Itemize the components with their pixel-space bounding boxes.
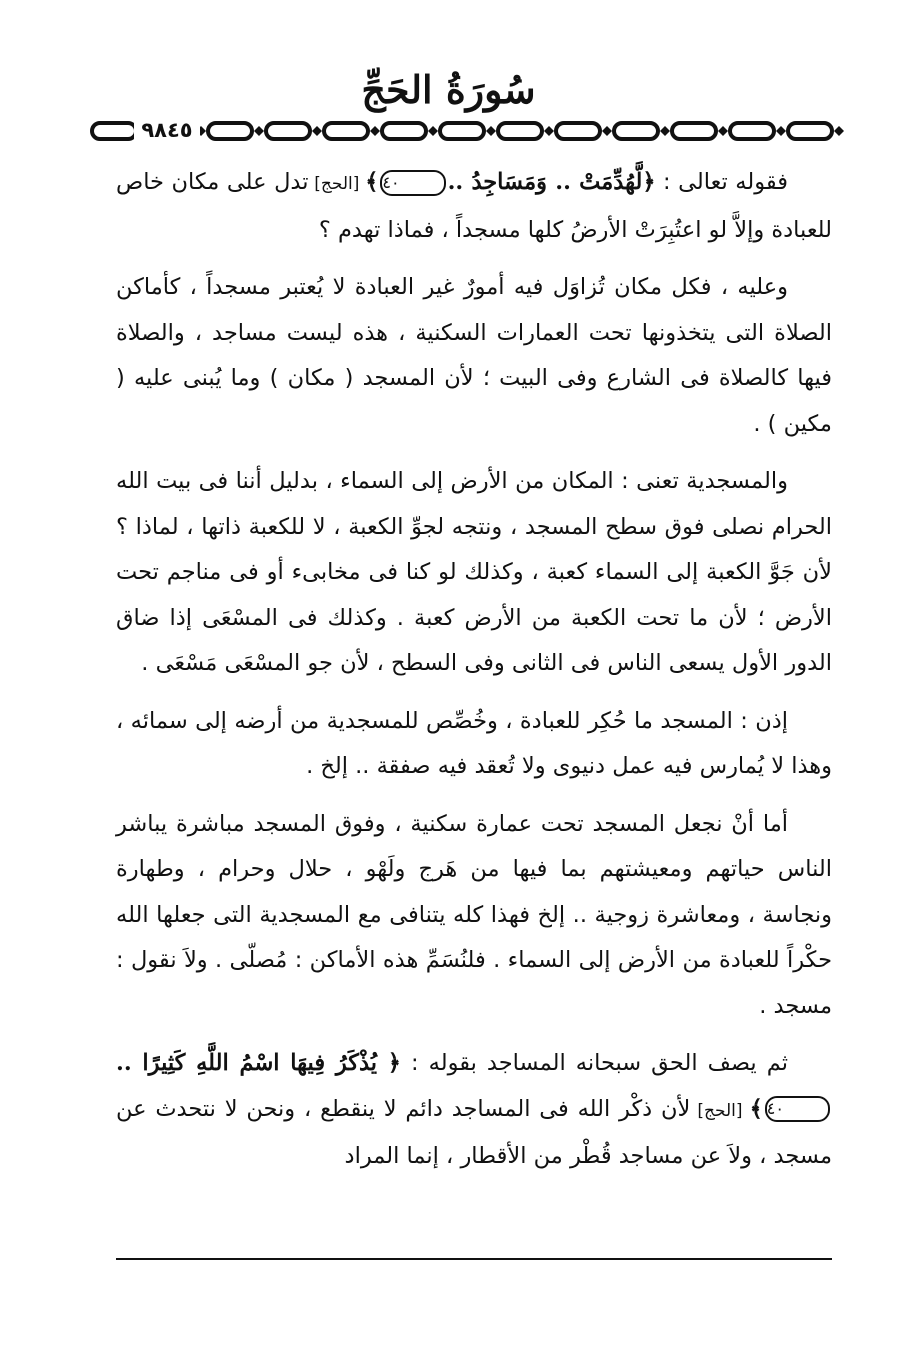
chain-bead — [718, 126, 728, 136]
chain-link — [324, 123, 368, 139]
chain-bead — [660, 126, 670, 136]
paragraph — [116, 459, 832, 687]
chain-bead — [254, 126, 264, 136]
verse-bracket: ﴿ — [387, 1050, 401, 1076]
verse-bracket: ﴾ — [365, 169, 379, 195]
chain-bead — [776, 126, 786, 136]
chain-link — [730, 123, 774, 139]
quran-verse: لَّهُدِّمَتْ .. وَمَسَاجِدُ .. — [447, 169, 643, 195]
paragraph — [116, 265, 832, 447]
surah-title: سُورَةُ الحَجِّ — [361, 67, 536, 112]
chain-bead — [428, 126, 438, 136]
chain-link — [208, 123, 252, 139]
chain-link — [672, 123, 716, 139]
verse-bracket: ﴾ — [749, 1095, 763, 1122]
chain-link — [266, 123, 310, 139]
chain-bead — [544, 126, 554, 136]
chain-bead — [312, 126, 322, 136]
paragraph-text: تدل على مكان خاص للعبادة وإلاَّ لو اعتُبِرَتْ الأرضُ كلها مسجداً ، فماذا تهدم ؟ — [116, 169, 832, 243]
paragraph-text: لأن ذكْر الله فى المساجد دائم لا ينقطع ، ونحن لا نتحدث عن مسجد ، ولاَ عن مساجد قُطْر من الأقطار ، إنما المراد — [116, 1095, 832, 1169]
ayah-number-badge: ٤٠ — [380, 170, 445, 196]
paragraph — [116, 699, 832, 790]
chain-link — [556, 123, 600, 139]
verse-bracket: ﴿ — [642, 169, 656, 195]
paragraph — [116, 802, 832, 1030]
paragraph — [116, 160, 832, 253]
ayah-number-badge: ٤٠ — [765, 1096, 830, 1122]
chain-link — [92, 123, 136, 139]
paragraph-text: ثم يصف الحق سبحانه المساجد بقوله : — [400, 1050, 788, 1076]
paragraph-text: فقوله تعالى : — [655, 169, 788, 195]
paragraph — [116, 1041, 832, 1180]
chain-bead — [834, 126, 844, 136]
paragraph-text: أما أنْ نجعل المسجد تحت عمارة سكنية ، وفوق المسجد مباشرة يباشر الناس حياتهم ومعيشتهم بما فيها من هَرج ولَهْو ، حلال وحرام ، وطهارة ونجاسة ، ومعاشرة زوجية .. إلخ فهذا كله يتنافى مع المسجدية التى جعلها الله حكْراً للعبادة من الأرض إلى السماء . فلنُسَمِّ هذه الأماكن : مُصلّى . ولاَ نقول : مسجد . — [116, 810, 832, 1019]
paragraph-text: إذن : المسجد ما حُكِر للعبادة ، وخُصِّص للمسجدية من أرضه إلى سمائه ، وهذا لا يُمارس فيه عمل دنيوى ولا تُعقد فيه صفقة .. إلخ . — [116, 707, 832, 779]
chain-link — [788, 123, 832, 139]
surah-reference: [الحج] — [690, 1100, 750, 1121]
chain-ornament — [88, 118, 858, 144]
page-number: ٩٨٤٥ — [134, 116, 200, 144]
paragraph-text: وعليه ، فكل مكان تُزاوَل فيه أمورٌ غير العبادة لا يُعتبر مسجداً ، كأماكن الصلاة التى يتخذونها تحت العمارات السكنية ، هذه ليست مساجد ، والصلاة فيها كالصلاة فى الشارع وفى البيت ؛ لأن المسجد ( مكان ) وما يُبنى عليه ( مكين ) . — [116, 274, 832, 437]
chain-link — [382, 123, 426, 139]
quran-verse: يُذْكَرُ فِيهَا اسْمُ اللَّهِ كَثِيرًا .. — [116, 1050, 388, 1076]
paragraph-text: والمسجدية تعنى : المكان من الأرض إلى السماء ، بدليل أننا فى بيت الله الحرام نصلى فوق سطح المسجد ، ونتجه لجوِّ الكعبة ، لا للكعبة ذاتها ، لماذا ؟ لأن جَوَّ الكعبة إلى السماء كعبة ، وكذلك لو كنا فى مخابىء أو فى مناجم تحت الأرض ؛ لأن ما تحت الكعبة من الأرض كعبة . وكذلك فى المسْعَى إذا ضاق الدور الأول يسعى الناس فى الثانى وفى السطح ، لأن جو المسْعَى مَسْعَى . — [116, 468, 832, 676]
surah-reference: [الحج] — [308, 174, 366, 194]
chain-bead — [370, 126, 380, 136]
chain-link — [498, 123, 542, 139]
chain-link — [440, 123, 484, 139]
chain-link — [614, 123, 658, 139]
chain-bead — [602, 126, 612, 136]
body-text — [116, 160, 832, 1192]
footer-rule — [116, 1258, 832, 1260]
chain-bead — [486, 126, 496, 136]
